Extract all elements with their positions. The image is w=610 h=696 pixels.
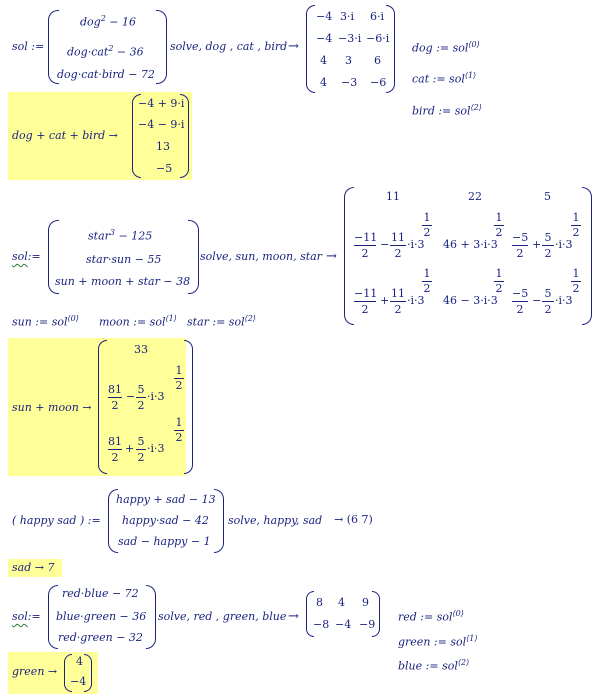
frac-den: 2 <box>394 247 402 260</box>
term: ·i·3 <box>555 294 573 307</box>
arrow: → <box>288 39 299 54</box>
right-paren <box>184 340 193 474</box>
equation: red·blue − 72 <box>62 587 139 600</box>
frac-num: −5 <box>512 231 529 244</box>
equation: sad − happy − 1 <box>118 535 211 548</box>
frac-line <box>512 301 528 302</box>
exp-den: 2 <box>175 379 183 392</box>
frac-line <box>542 301 554 302</box>
exp-num: 1 <box>572 267 580 280</box>
frac-num: 11 <box>391 287 405 300</box>
left-paren <box>306 5 315 93</box>
vector-cell: −4 <box>70 675 87 688</box>
frac-line <box>512 245 528 246</box>
lhs-vector: ( happy sad ) := <box>12 514 101 527</box>
term: ·i·3 <box>147 442 165 455</box>
matrix-cell: 4 <box>320 54 327 67</box>
frac-den: 2 <box>361 303 369 316</box>
block1-solve-region[interactable] <box>0 0 610 90</box>
matrix-cell: 9 <box>362 596 369 609</box>
operator: + <box>380 294 390 307</box>
result: → (6 7) <box>334 513 373 526</box>
frac-line <box>390 245 406 246</box>
right-paren <box>214 489 224 553</box>
frac-den: 2 <box>361 247 369 260</box>
term: ·i·3 <box>555 238 573 251</box>
block2-highlight-region[interactable] <box>8 338 186 476</box>
exp-num: 1 <box>423 267 431 280</box>
operator: + <box>532 238 542 251</box>
frac-den: 2 <box>544 303 552 316</box>
block4-solve-region[interactable] <box>0 582 610 650</box>
frac-num: 5 <box>544 231 552 244</box>
matrix-cell: −4 <box>335 618 352 631</box>
def-sun[interactable]: sun := sol$^{⟨0⟩}$ <box>12 314 79 329</box>
equation: star·sun − 55 <box>86 253 162 266</box>
frac-den: 2 <box>111 399 119 412</box>
frac-num: 5 <box>137 435 145 448</box>
operator: + <box>125 442 135 455</box>
left-paren <box>344 187 354 325</box>
frac-den: 2 <box>516 303 524 316</box>
right-paren <box>156 10 167 84</box>
matrix-cell: −4 <box>316 10 333 23</box>
exp-den: 2 <box>572 226 580 239</box>
exp-num: 1 <box>175 416 183 429</box>
frac-den: 2 <box>394 303 402 316</box>
solve-keyword: solve, red , green, blue <box>158 610 287 623</box>
green-expression: green → <box>12 665 58 678</box>
matrix-cell: 3·i <box>340 10 355 23</box>
operator: − <box>380 238 390 251</box>
sol-assign: sol:= <box>12 610 41 623</box>
equation: dog$^2$ − 16 <box>80 14 137 29</box>
matrix-cell: −3 <box>341 76 358 89</box>
right-paren <box>188 220 199 294</box>
block3-solve-region[interactable] <box>0 485 610 555</box>
sad-expression: sad → 7 <box>12 561 55 574</box>
frac-num: 5 <box>544 287 552 300</box>
equation: blue·green − 36 <box>56 610 147 623</box>
right-paren <box>386 5 395 93</box>
vector-cell: 4 <box>76 655 83 668</box>
equation: happy·sad − 42 <box>122 514 209 527</box>
matrix-cell: 3 <box>345 54 352 67</box>
operator: − <box>126 390 136 403</box>
exp-den: 2 <box>495 282 503 295</box>
frac-line <box>136 449 146 450</box>
matrix-cell: −8 <box>313 618 330 631</box>
vector-cell: −4 − 9·i <box>138 118 185 131</box>
operator: − <box>532 294 542 307</box>
left-paren <box>98 340 107 474</box>
block1-highlight-region[interactable] <box>8 92 192 180</box>
sum-expression: dog + cat + bird → <box>12 129 118 142</box>
solve-keyword: solve, sun, moon, star <box>200 250 322 263</box>
equation: star$^3$ − 125 <box>88 228 153 243</box>
frac-line <box>390 301 406 302</box>
frac-den: 2 <box>516 247 524 260</box>
def-cat[interactable]: cat := sol$^{⟨1⟩}$ <box>412 71 477 86</box>
term: ·i·3 <box>407 238 425 251</box>
def-dog[interactable]: dog := sol$^{⟨0⟩}$ <box>412 40 480 55</box>
matrix-cell: 6·i <box>370 10 385 23</box>
vector-cell: −4 + 9·i <box>138 97 185 110</box>
frac-line <box>354 245 376 246</box>
matrix-cell: 4 <box>338 596 345 609</box>
term: 46 + 3·i·3 <box>443 238 498 251</box>
vector-cell: 13 <box>156 140 170 153</box>
exp-num: 1 <box>572 211 580 224</box>
frac-den: 2 <box>111 451 119 464</box>
frac-num: 5 <box>137 383 145 396</box>
matrix-cell: −3·i <box>338 32 362 45</box>
frac-den: 2 <box>544 247 552 260</box>
equation: red·green − 32 <box>58 631 143 644</box>
matrix-cell: 4 <box>320 76 327 89</box>
equation: sun + moon + star − 38 <box>55 275 191 288</box>
right-paren <box>582 187 592 325</box>
def-blue[interactable]: blue := sol$^{⟨2⟩}$ <box>398 658 470 673</box>
vector-cell: −5 <box>156 162 173 175</box>
frac-num: −5 <box>512 287 529 300</box>
matrix-cell: 11 <box>386 190 400 203</box>
matrix-cell: 22 <box>468 190 482 203</box>
exp-num: 1 <box>175 364 183 377</box>
matrix-cell: 8 <box>316 596 323 609</box>
frac-line <box>108 397 122 398</box>
def-green[interactable]: green := sol$^{⟨1⟩}$ <box>398 634 478 649</box>
exp-num: 1 <box>423 211 431 224</box>
matrix-cell: 6 <box>374 54 381 67</box>
arrow: → <box>288 609 299 624</box>
frac-line <box>108 449 122 450</box>
block3-highlight-region[interactable] <box>8 559 62 577</box>
frac-den: 2 <box>137 451 145 464</box>
equation: dog·cat·bird − 72 <box>57 68 155 81</box>
sol-assign: sol:= <box>12 250 41 263</box>
sum-expression: sun + moon → <box>12 401 92 414</box>
frac-line <box>542 245 554 246</box>
exp-num: 1 <box>495 267 503 280</box>
matrix-cell: −4 <box>316 32 333 45</box>
def-moon[interactable]: moon := sol$^{⟨1⟩}$ <box>99 314 177 329</box>
exp-den: 2 <box>572 282 580 295</box>
frac-den: 2 <box>137 399 145 412</box>
block2-solve-region[interactable] <box>0 185 610 325</box>
solve-keyword: solve, dog , cat , bird <box>170 40 288 53</box>
frac-line <box>354 301 376 302</box>
equation: happy + sad − 13 <box>116 493 216 506</box>
sol-assign: sol := <box>12 40 45 53</box>
exp-den: 2 <box>175 431 183 444</box>
frac-num: 81 <box>108 383 122 396</box>
exp-num: 1 <box>495 211 503 224</box>
matrix-cell: −9 <box>359 618 376 631</box>
solve-keyword: solve, happy, sad <box>228 514 323 527</box>
term: 46 − 3·i·3 <box>443 294 498 307</box>
frac-num: −11 <box>354 231 378 244</box>
block4-highlight-region[interactable] <box>8 652 98 694</box>
frac-num: −11 <box>354 287 378 300</box>
arrow: → <box>326 249 337 264</box>
matrix-cell: −6 <box>370 76 387 89</box>
right-paren <box>180 94 189 178</box>
def-bird[interactable]: bird := sol$^{⟨2⟩}$ <box>412 103 482 118</box>
def-star[interactable]: star := sol$^{⟨2⟩}$ <box>187 314 256 329</box>
matrix-cell: 5 <box>544 190 551 203</box>
term: ·i·3 <box>407 294 425 307</box>
frac-num: 11 <box>391 231 405 244</box>
vector-cell: 33 <box>134 343 148 356</box>
frac-num: 81 <box>108 435 122 448</box>
exp-den: 2 <box>423 226 431 239</box>
exp-den: 2 <box>495 226 503 239</box>
right-paren <box>84 654 92 692</box>
def-red[interactable]: red := sol$^{⟨0⟩}$ <box>398 609 464 624</box>
equation: dog·cat$^2$ − 36 <box>67 44 144 59</box>
right-paren <box>146 585 156 649</box>
right-paren <box>372 591 380 637</box>
exp-den: 2 <box>423 282 431 295</box>
frac-line <box>136 397 146 398</box>
matrix-cell: −6·i <box>366 32 390 45</box>
term: ·i·3 <box>147 390 165 403</box>
